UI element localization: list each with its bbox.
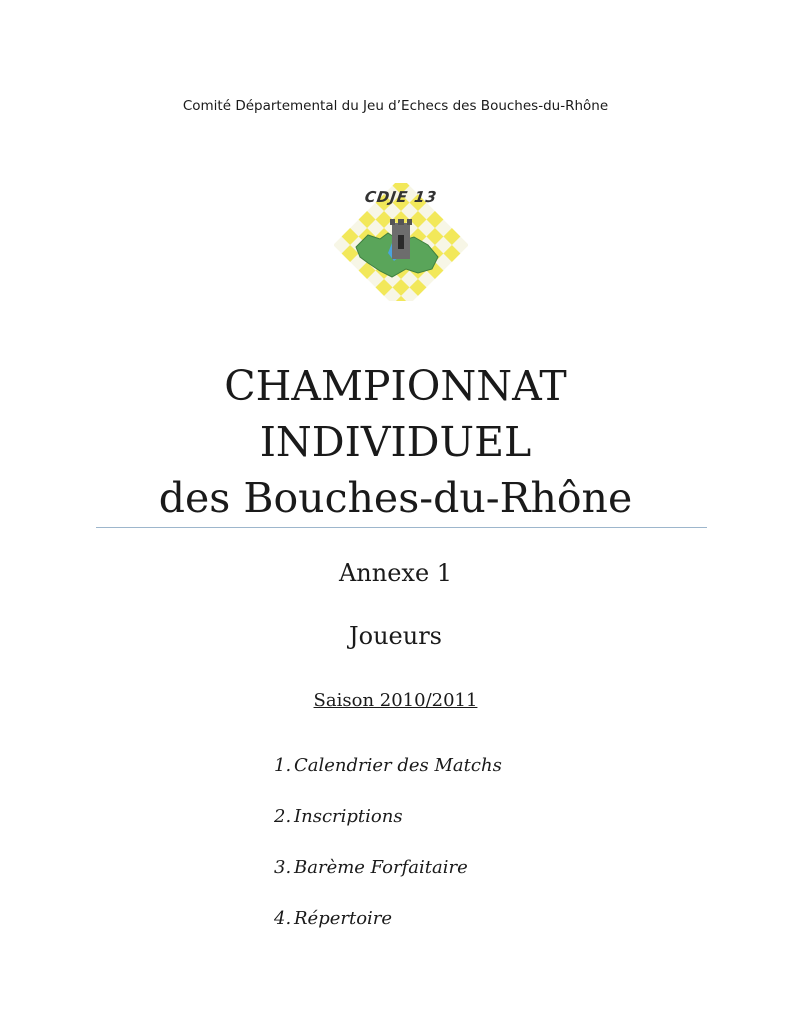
logo-text: CDJE 13 (363, 188, 439, 206)
annex-label: Annexe 1 (338, 559, 453, 587)
title-line-2: INDIVIDUEL (259, 418, 532, 466)
toc-number: 3. (274, 857, 292, 878)
table-of-contents (274, 752, 502, 956)
season-label: Saison 2010/2011 (313, 690, 478, 711)
title-divider (96, 527, 707, 528)
topic-label: Joueurs (349, 622, 442, 650)
toc-item-calendrier (274, 752, 502, 803)
toc-item-bareme (274, 854, 502, 905)
toc-item-inscriptions (274, 803, 502, 854)
toc-label: Calendrier des Matchs (294, 755, 502, 776)
toc-number: 4. (274, 908, 292, 929)
organization-name: Comité Départemental du Jeu d’Echecs des Bouches-du-Rhône (182, 98, 609, 114)
toc-number: 1. (274, 755, 292, 776)
title-line-3: des Bouches-du-Rhône (158, 474, 633, 522)
toc-label: Barème Forfaitaire (294, 857, 468, 878)
toc-number: 2. (274, 806, 292, 827)
toc-item-repertoire (274, 905, 502, 956)
cdje13-logo (334, 183, 468, 301)
title-line-1: CHAMPIONNAT (224, 362, 567, 410)
page-title (0, 358, 791, 526)
toc-label: Répertoire (294, 908, 393, 929)
toc-label: Inscriptions (294, 806, 403, 827)
